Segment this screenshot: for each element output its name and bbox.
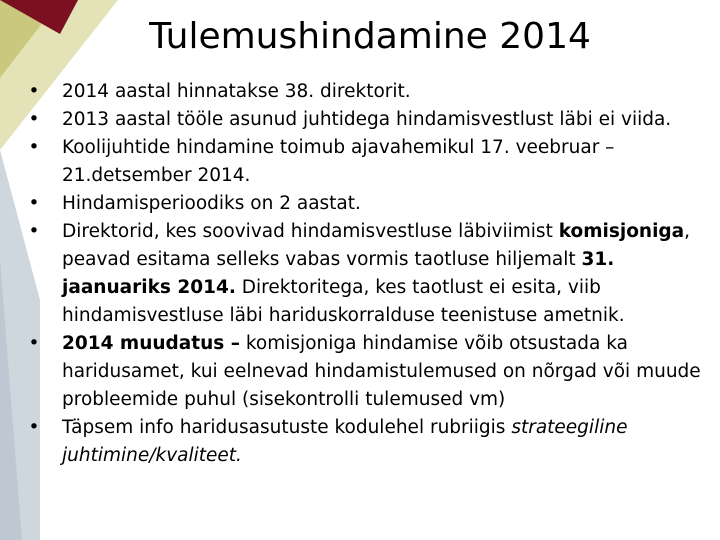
list-item-text	[62, 333, 701, 410]
list-item-text	[62, 221, 690, 326]
bullet-icon: •	[28, 417, 40, 438]
list-item	[26, 134, 716, 190]
list-item-text: Hindamisperioodiks on 2 aastat.	[62, 193, 361, 214]
list-item	[26, 330, 716, 414]
text-run: Direktorid, kes soovivad hindamisvestluse läbiviimist	[62, 221, 559, 242]
list-item	[26, 106, 716, 134]
list-item	[26, 78, 716, 106]
text-run: Täpsem info haridusasutuste kodulehel rubriigis	[62, 417, 512, 438]
text-run: Direktoritega, kes taotlust ei esita, viib hindamisvestluse läbi hariduskorralduse teenistuse ametnik.	[62, 277, 625, 326]
text-run: komisjoniga hindamise võib otsustada ka haridusamet, kui eelnevad hindamistulemused on nõrgad või muude probleemide puhul (sisekontrolli tulemused vm)	[62, 333, 701, 410]
bold-text: komisjoniga	[558, 221, 685, 242]
bullet-icon: •	[28, 193, 40, 214]
text-run: , peavad esitama selleks vabas vormis taotluse hiljemalt	[62, 221, 691, 270]
bullet-list	[26, 78, 716, 470]
bold-text: 2014 muudatus –	[62, 333, 240, 354]
bold-text: 31. jaanuariks 2014.	[62, 249, 615, 298]
bullet-icon: •	[28, 221, 40, 242]
list-item-text: Koolijuhtide hindamine toimub ajavahemikul 17. veebruar – 21.detsember 2014.	[62, 137, 615, 186]
italic-text: strateegiline juhtimine/kvaliteet.	[62, 417, 628, 466]
bullet-icon: •	[28, 109, 40, 130]
list-item-text: 2014 aastal hinnatakse 38. direktorit.	[62, 81, 411, 102]
bullet-icon: •	[28, 137, 40, 158]
slide-title: Tulemushindamine 2014	[149, 16, 591, 57]
list-item	[26, 414, 716, 470]
list-item	[26, 190, 716, 218]
list-item-text	[62, 417, 627, 466]
bullet-icon: •	[28, 333, 40, 354]
list-item	[26, 218, 716, 330]
list-item-text: 2013 aastal tööle asunud juhtidega hindamisvestlust läbi ei viida.	[62, 109, 672, 130]
bullet-icon: •	[28, 81, 40, 102]
